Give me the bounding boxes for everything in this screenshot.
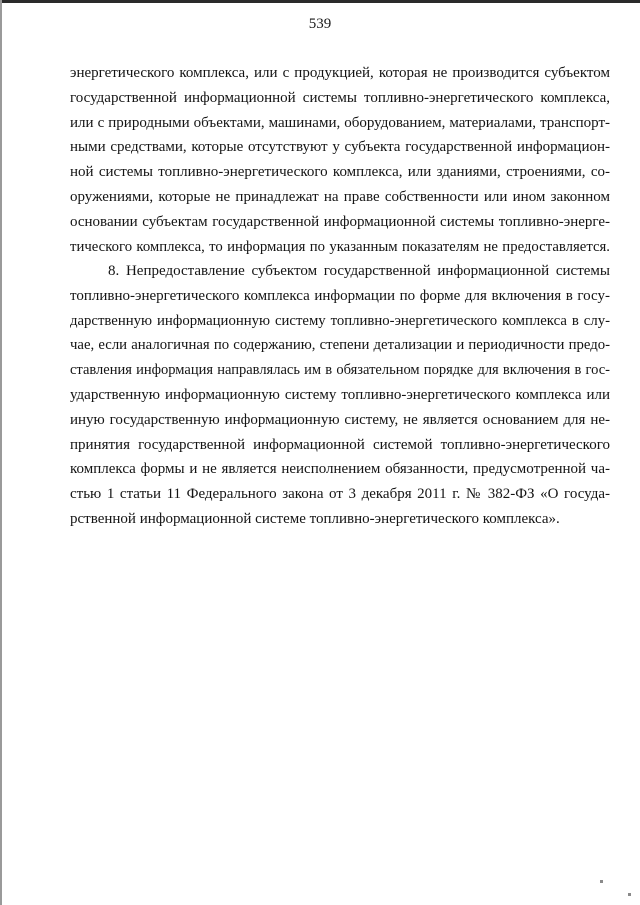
scan-speck <box>600 880 603 883</box>
text-line: 8. Непредоставление субъектом государственной информационной системы <box>108 263 610 279</box>
text-line: топливно-энергетического комплекса информации по форме для включения в госу- <box>70 287 610 304</box>
text-line: энергетического комплекса, или с продукцией, которая не производится субъектом <box>70 65 610 81</box>
text-line: ставления информация направлялась им в обязательном порядке для включения в гос- <box>70 362 610 379</box>
text-line: ударственную информационную систему топливно-энергетического комплекса или <box>70 386 610 403</box>
text-line: рственной информационной системе топливно-энергетического комплекса». <box>70 510 560 527</box>
text-line: иную государственную информационную систему, не является основанием для не- <box>70 411 610 428</box>
paragraph-continuation <box>70 61 610 259</box>
text-line: стью 1 статьи 11 Федерального закона от 3 декабря 2011 г. № 382-ФЗ «О госуда- <box>70 486 610 503</box>
scan-speck <box>628 893 631 896</box>
text-line: или с природными объектами, машинами, оборудованием, материалами, транспорт- <box>70 114 610 131</box>
scan-left-edge <box>0 0 2 905</box>
text-line: ной системы топливно-энергетического комплекса, или зданиями, строениями, со- <box>70 164 610 181</box>
page-number: 539 <box>308 16 332 32</box>
text-line: принятия государственной информационной системой топливно-энергетического <box>70 436 610 453</box>
text-line: тического комплекса, то информация по указанным показателям не предоставляется. <box>70 238 610 255</box>
text-line: чае, если аналогичная по содержанию, степени детализации и периодичности предо- <box>70 337 610 354</box>
text-line: ными средствами, которые отсутствуют у субъекта государственной информацион- <box>70 139 610 156</box>
text-line: государственной информационной системы топливно-энергетического комплекса, <box>70 89 610 106</box>
text-line: дарственную информационную систему топливно-энергетического комплекса в слу- <box>70 312 610 329</box>
text-line: оружениями, которые не принадлежат на праве собственности или ином законном <box>70 188 610 205</box>
paragraph-item-8 <box>70 259 610 532</box>
text-line: основании субъектам государственной информационной системы топливно-энерге- <box>70 213 610 230</box>
scan-top-edge <box>0 0 640 3</box>
text-line: комплекса формы и не является неисполнением обязанности, предусмотренной ча- <box>70 461 610 478</box>
